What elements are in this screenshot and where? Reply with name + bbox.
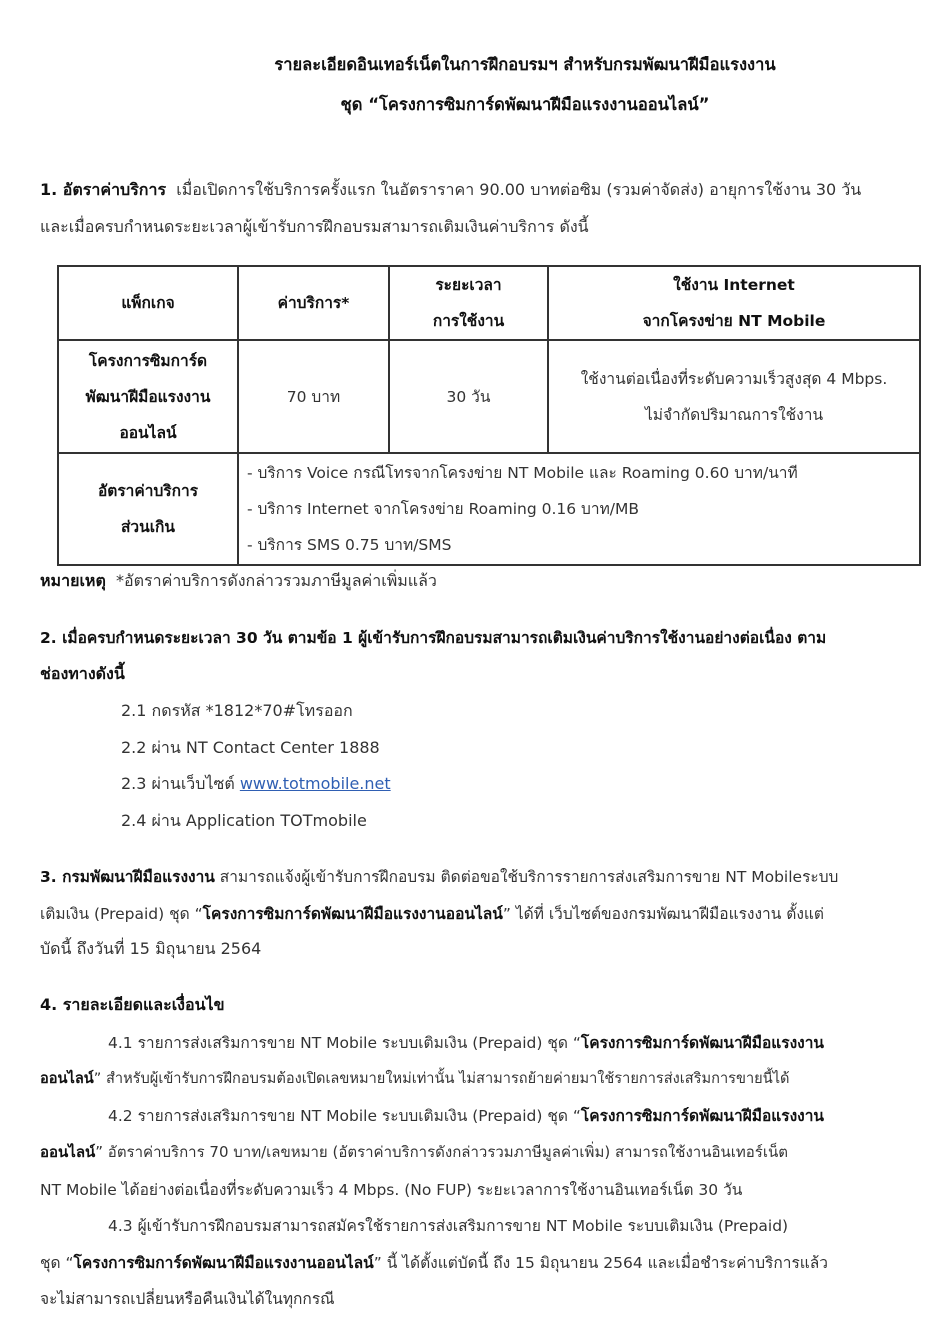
- section3-heading: 3. กรมพัฒนาฝีมือแรงงาน: [40, 868, 215, 886]
- overage-label-1: อัตราค่าบริการ: [97, 482, 199, 500]
- header-duration-1: ระยะเวลา: [435, 276, 502, 294]
- overage-item-sms: - บริการ SMS 0.75 บาท/SMS: [247, 536, 452, 554]
- section1-line2: และเมื่อครบกำหนดระยะเวลาผู้เข้ารับการฝึกอบรมสามารถเติมเงินค่าบริการ ดังนี้: [40, 217, 589, 236]
- condition-4-2-line1: [108, 1103, 824, 1128]
- section3-text-a: เติมเงิน (Prepaid) ชุด “: [40, 905, 203, 923]
- section2-line2: ช่องทางดังนี้: [40, 664, 125, 683]
- condition-4-1-line1: [108, 1030, 824, 1055]
- section3-text: สามารถแจ้งผู้เข้ารับการฝึกอบรม ติดต่อขอใช้บริการรายการส่งเสริมการขาย NT Mobileระบบ: [214, 868, 839, 886]
- channel-item: 2.1 กดรหัส *1812*70#โทรออก: [121, 701, 353, 720]
- package-internet-2: ไม่จำกัดปริมาณการใช้งาน: [644, 405, 824, 424]
- header-internet: [548, 266, 920, 340]
- header-fee: ค่าบริการ*: [238, 266, 389, 340]
- c43-text-b: ” นี้ ได้ตั้งแต่บัดนี้ ถึง 15 มิถุนายน 2564 และเมื่อชำระค่าบริการแล้ว: [373, 1254, 828, 1272]
- doc-title-line2: ชุด “โครงการซิมการ์ดพัฒนาฝีมือแรงงานออนไลน์”: [340, 95, 710, 114]
- c42-text-a: 4.2 รายการส่งเสริมการขาย NT Mobile ระบบเติมเงิน (Prepaid) ชุด “: [108, 1107, 581, 1125]
- note: [40, 569, 437, 594]
- header-package: แพ็กเกจ: [58, 266, 238, 340]
- package-name-1: โครงการซิมการ์ด: [88, 351, 208, 370]
- section1-line1: [40, 178, 861, 203]
- condition-4-1-line2: [40, 1067, 790, 1090]
- overage-label-2: ส่วนเกิน: [120, 518, 176, 536]
- condition-4-3-line2: [40, 1250, 828, 1275]
- totmobile-link[interactable]: www.totmobile.net: [239, 774, 391, 793]
- section3-line3: บัดนี้ ถึงวันที่ 15 มิถุนายน 2564: [40, 939, 262, 958]
- package-name-3: ออนไลน์: [119, 423, 177, 442]
- overage-item-internet: - บริการ Internet จากโครงข่าย Roaming 0.16 บาท/MB: [247, 500, 640, 518]
- section2-line1: 2. เมื่อครบกำหนดระยะเวลา 30 วัน ตามข้อ 1 ผู้เข้ารับการฝึกอบรมสามารถเติมเงินค่าบริการใช้งานอย่างต่อเนื่อง ตาม: [40, 629, 827, 647]
- condition-4-3-line3: จะไม่สามารถเปลี่ยนหรือคืนเงินได้ในทุกกรณี: [40, 1290, 335, 1308]
- channel-item: 2.4 ผ่าน Application TOTmobile: [121, 811, 367, 830]
- overage-items: [238, 453, 920, 565]
- table-row-package: [58, 340, 920, 453]
- c43-package-name: โครงการซิมการ์ดพัฒนาฝีมือแรงงานออนไลน์: [73, 1254, 374, 1272]
- c43-text-a: ชุด “: [40, 1254, 74, 1272]
- doc-title-line1: รายละเอียดอินเทอร์เน็ตในการฝึกอบรมฯ สำหรับกรมพัฒนาฝีมือแรงงาน: [274, 55, 776, 74]
- header-duration-2: การใช้งาน: [432, 312, 505, 330]
- header-internet-2: จากโครงข่าย NT Mobile: [642, 312, 826, 330]
- section1-heading: 1. อัตราค่าบริการ: [40, 180, 167, 199]
- c41-text-a: 4.1 รายการส่งเสริมการขาย NT Mobile ระบบเติมเงิน (Prepaid) ชุด “: [108, 1034, 581, 1052]
- header-internet-1: ใช้งาน Internet: [673, 276, 795, 294]
- section4-heading: 4. รายละเอียดและเงื่อนไข: [40, 995, 225, 1014]
- package-name: [58, 340, 238, 453]
- section3-text-b: ” ได้ที่ เว็บไซต์ของกรมพัฒนาฝีมือแรงงาน ตั้งแต่: [502, 905, 824, 923]
- channel-item: [121, 772, 391, 797]
- table-header-row: [58, 266, 920, 340]
- c42-text-b: ” อัตราค่าบริการ 70 บาท/เลขหมาย (อัตราค่าบริการดังกล่าวรวมภาษีมูลค่าเพิ่ม) สามารถใช้งานอินเทอร์เน็ต: [95, 1143, 788, 1161]
- section1-text: เมื่อเปิดการใช้บริการครั้งแรก ในอัตราราคา 90.00 บาทต่อซิม (รวมค่าจัดส่ง) อายุการใช้งาน 30 วัน: [176, 180, 862, 199]
- package-internet: [548, 340, 920, 453]
- note-text: *อัตราค่าบริการดังกล่าวรวมภาษีมูลค่าเพิ่มแล้ว: [116, 571, 437, 590]
- condition-4-3-line1: 4.3 ผู้เข้ารับการฝึกอบรมสามารถสมัครใช้รายการส่งเสริมการขาย NT Mobile ระบบเติมเงิน (Prepaid): [108, 1217, 789, 1235]
- overage-item-voice: - บริการ Voice กรณีโทรจากโครงข่าย NT Mobile และ Roaming 0.60 บาท/นาที: [247, 464, 798, 482]
- c42-package-name-2: ออนไลน์: [40, 1143, 96, 1161]
- c41-text-b: ” สำหรับผู้เข้ารับการฝึกอบรมต้องเปิดเลขหมายใหม่เท่านั้น ไม่สามารถย้ายค่ายมาใช้รายการส่งเสริมการขายนี้ได้: [93, 1070, 790, 1087]
- note-label: หมายเหตุ: [40, 571, 106, 590]
- header-duration: [389, 266, 548, 340]
- channel-item: 2.2 ผ่าน NT Contact Center 1888: [121, 738, 380, 757]
- c42-package-name: โครงการซิมการ์ดพัฒนาฝีมือแรงงาน: [580, 1107, 825, 1125]
- c41-package-name: โครงการซิมการ์ดพัฒนาฝีมือแรงงาน: [580, 1034, 825, 1052]
- overage-label: [58, 453, 238, 565]
- c41-package-name-2: ออนไลน์: [40, 1070, 94, 1087]
- package-duration: 30 วัน: [389, 340, 548, 453]
- rate-table: [57, 265, 921, 566]
- table-row-overage: [58, 453, 920, 565]
- section3-package-name: โครงการซิมการ์ดพัฒนาฝีมือแรงงานออนไลน์: [202, 905, 503, 923]
- section3-line1: [40, 864, 838, 889]
- condition-4-2-line2: [40, 1140, 788, 1164]
- channel-item-label: 2.3 ผ่านเว็บไซต์: [121, 774, 235, 793]
- package-internet-1: ใช้งานต่อเนื่องที่ระดับความเร็วสูงสุด 4 Mbps.: [580, 369, 888, 388]
- condition-4-2-line3: NT Mobile ได้อย่างต่อเนื่องที่ระดับความเร็ว 4 Mbps. (No FUP) ระยะเวลาการใช้งานอินเทอร์เน็ต 30 วัน: [40, 1181, 743, 1199]
- package-name-2: พัฒนาฝีมือแรงงาน: [85, 387, 211, 406]
- section3-line2: [40, 901, 824, 926]
- package-fee: 70 บาท: [238, 340, 389, 453]
